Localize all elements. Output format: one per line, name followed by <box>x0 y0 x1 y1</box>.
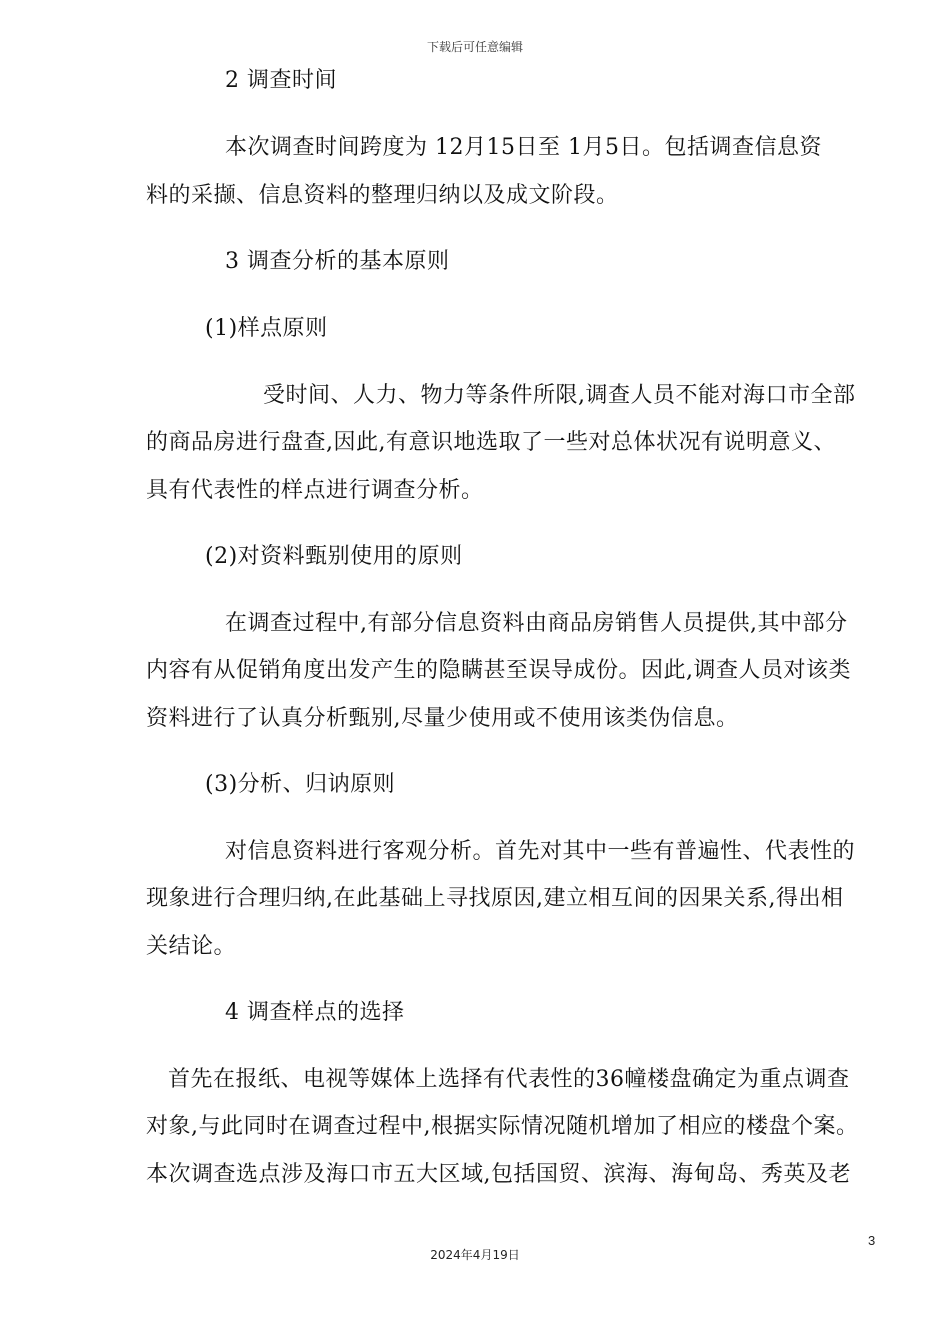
page-number: 3 <box>868 1233 876 1248</box>
section-4-heading: 4 调查样点的选择 <box>225 1000 405 1025</box>
paragraph-line: 资料进行了认真分析甄别,尽量少使用或不使用该类伪信息。 <box>146 706 739 731</box>
paragraph-line: 对象,与此同时在调查过程中,根据实际情况随机增加了相应的楼盘个案。 <box>146 1114 859 1139</box>
paragraph-line: 关结论。 <box>146 934 237 959</box>
paragraph-line: 本次调查时间跨度为 12月15日至 1月5日。包括调查信息资 <box>225 135 822 160</box>
paragraph-line: 受时间、人力、物力等条件所限,调查人员不能对海口市全部 <box>263 383 856 408</box>
subsection-1-heading: (1)样点原则 <box>205 316 328 341</box>
paragraph-line: 首先在报纸、电视等媒体上选择有代表性的36幢楼盘确定为重点调查 <box>168 1067 850 1092</box>
paragraph-line: 具有代表性的样点进行调查分析。 <box>146 478 484 503</box>
subsection-2-heading: (2)对资料甄别使用的原则 <box>205 544 463 569</box>
paragraph-line: 的商品房进行盘查,因此,有意识地选取了一些对总体状况有说明意义、 <box>146 430 836 455</box>
section-3-heading: 3 调查分析的基本原则 <box>225 249 450 274</box>
paragraph-line: 对信息资料进行客观分析。首先对其中一些有普遍性、代表性的 <box>225 839 856 864</box>
subsection-3-heading: (3)分析、归讷原则 <box>205 772 396 797</box>
paragraph-line: 内容有从促销角度出发产生的隐瞒甚至误导成份。因此,调查人员对该类 <box>146 658 851 683</box>
section-2-heading: 2 调查时间 <box>225 68 337 93</box>
paragraph-line: 在调查过程中,有部分信息资料由商品房销售人员提供,其中部分 <box>225 611 848 636</box>
paragraph-line: 料的采撷、信息资料的整理归纳以及成文阶段。 <box>146 183 619 208</box>
page-header-note: 下载后可任意编辑 <box>426 40 523 54</box>
footer-date: 2024年4月19日 <box>430 1248 520 1262</box>
paragraph-line: 现象进行合理归纳,在此基础上寻找原因,建立相互间的因果关系,得出相 <box>146 886 844 911</box>
paragraph-line: 本次调查选点涉及海口市五大区域,包括国贸、滨海、海甸岛、秀英及老 <box>146 1162 851 1187</box>
